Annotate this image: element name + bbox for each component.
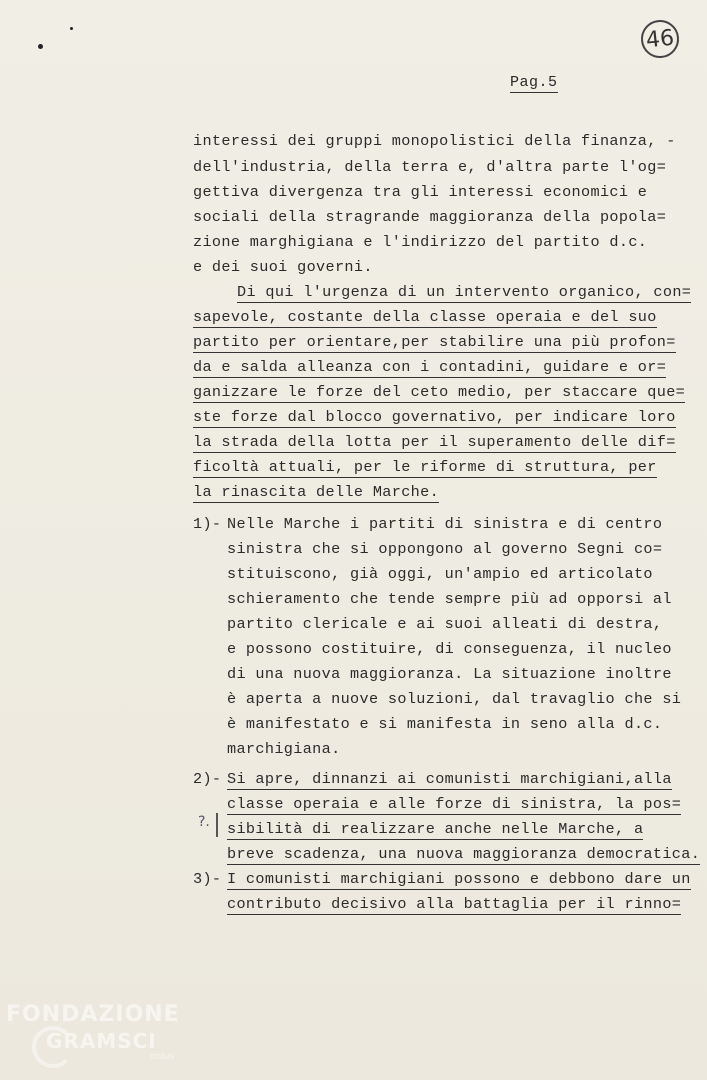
item-line: breve scadenza, una nuova maggioranza democratica. <box>227 845 701 863</box>
intro-line: zione marghigiana e l'indirizzo del partito d.c. <box>193 233 648 251</box>
margin-annotation: ?. <box>198 814 210 830</box>
item-number: 2)- <box>193 770 222 788</box>
item-line: I comunisti marchigiani possono e debbono dare un <box>227 870 691 888</box>
underlined-line: ste forze dal blocco governativo, per indicare loro <box>193 408 676 426</box>
item-line: schieramento che tende sempre più ad opporsi al <box>227 590 672 608</box>
intro-line: e dei suoi governi. <box>193 258 373 276</box>
intro-line: sociali della stragrande maggioranza della popola= <box>193 208 667 226</box>
watermark-line1: FONDAZIONE <box>6 1002 180 1027</box>
underlined-line: da e salda alleanza con i contadini, guidare e or= <box>193 358 667 376</box>
item-line: di una nuova maggioranza. La situazione inoltre <box>227 665 672 683</box>
item-line: contributo decisivo alla battaglia per il rinno= <box>227 895 682 913</box>
watermark <box>6 1002 180 1053</box>
item-line: è manifestato e si manifesta in seno alla d.c. <box>227 715 663 733</box>
intro-line: dell'industria, della terra e, d'altra parte l'og= <box>193 158 667 176</box>
item-line: sibilità di realizzare anche nelle Marche, a <box>227 820 644 838</box>
item-line: Nelle Marche i partiti di sinistra e di centro <box>227 515 663 533</box>
underlined-line: ganizzare le forze del ceto medio, per staccare que= <box>193 383 686 401</box>
item-line: classe operaia e alle forze di sinistra, la pos= <box>227 795 682 813</box>
underlined-line: la strada della lotta per il superamento delle dif= <box>193 433 676 451</box>
item-number: 3)- <box>193 870 222 888</box>
item-line: Si apre, dinnanzi ai comunisti marchigiani,alla <box>227 770 672 788</box>
margin-bar <box>216 813 218 837</box>
item-line: e possono costituire, di conseguenza, il nucleo <box>227 640 672 658</box>
intro-line: interessi dei gruppi monopolistici della finanza, - <box>193 132 676 150</box>
item-line: è aperta a nuove soluzioni, dal travaglio che si <box>227 690 682 708</box>
item-line: sinistra che si oppongono al governo Segni co= <box>227 540 663 558</box>
folio-stamp: 46 <box>639 18 681 60</box>
underlined-line: Di qui l'urgenza di un intervento organico, con= <box>237 283 692 301</box>
item-line: partito clericale e ai suoi alleati di destra, <box>227 615 663 633</box>
item-number: 1)- <box>193 515 222 533</box>
item-line: marchigiana. <box>227 740 341 758</box>
underlined-line: la rinascita delle Marche. <box>193 483 440 501</box>
underlined-line: sapevole, costante della classe operaia e del suo <box>193 308 657 326</box>
watermark-line3: onlus <box>150 1052 175 1062</box>
underlined-line: ficoltà attuali, per le riforme di struttura, per <box>193 458 657 476</box>
page-label: Pag.5 <box>510 74 558 91</box>
ink-dot <box>38 44 43 49</box>
intro-line: gettiva divergenza tra gli interessi economici e <box>193 183 648 201</box>
underlined-line: partito per orientare,per stabilire una più profon= <box>193 333 676 351</box>
ink-dot <box>70 27 73 30</box>
watermark-line2: GRAMSCI <box>46 1029 157 1053</box>
item-line: stituiscono, già oggi, un'ampio ed articolato <box>227 565 653 583</box>
